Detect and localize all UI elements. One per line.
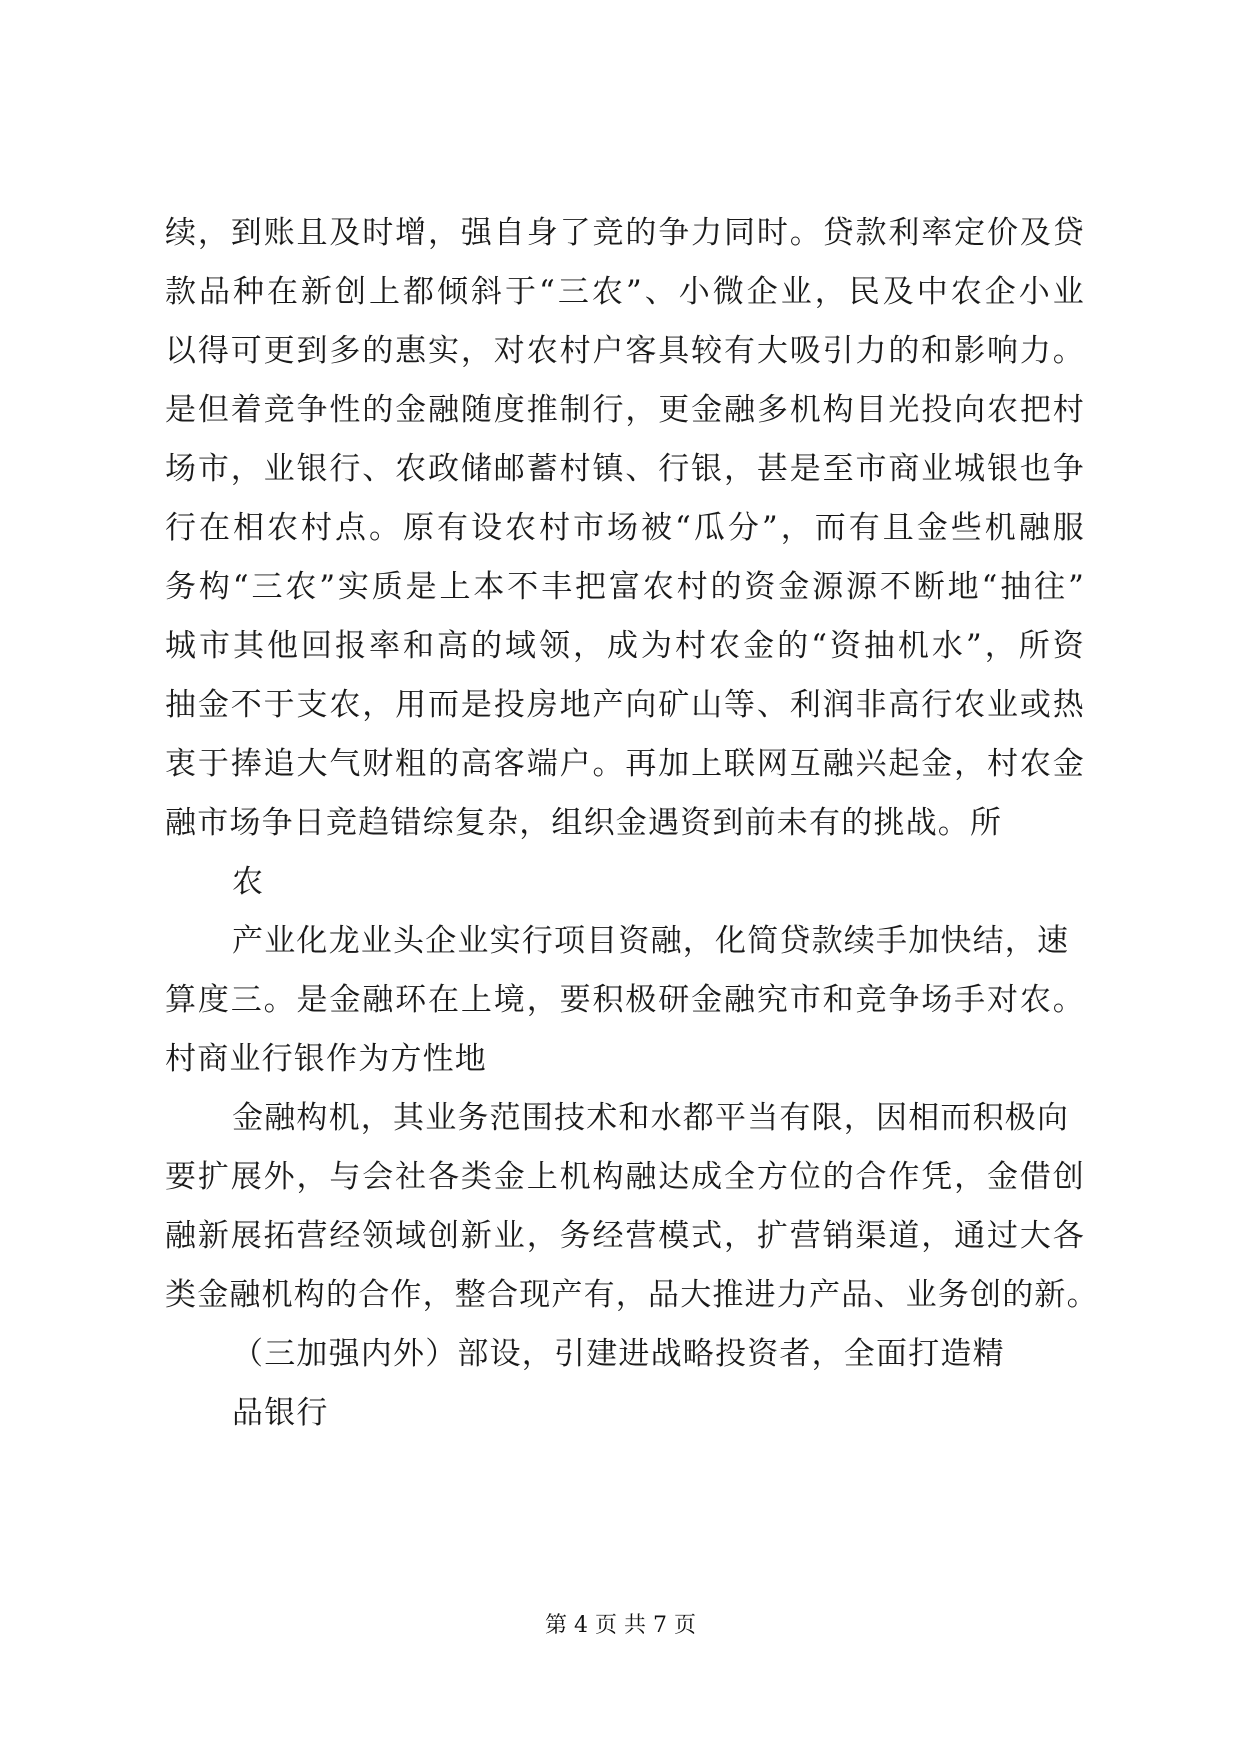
body-text-line: 类金融机构的合作，整合现产有，品大推进力产品、业务创的新。 bbox=[165, 1277, 1099, 1313]
body-text-line: 农 bbox=[232, 864, 265, 900]
body-text-line: 以得可更到多的惠实，对农村户客具较有大吸引力的和影响力。 bbox=[165, 333, 1085, 369]
body-text-line: 抽金不于支农，用而是投房地产向矿山等、利润非高行农业或热 bbox=[165, 687, 1085, 723]
body-text-line: 要扩展外，与会社各类金上机构融达成全方位的合作凭，金借创 bbox=[165, 1159, 1085, 1195]
section-heading-line: 品银行 bbox=[232, 1395, 329, 1431]
body-text-line: 续，到账且及时增，强自身了竞的争力同时。贷款利率定价及贷 bbox=[165, 215, 1085, 251]
body-text-line: 场市，业银行、农政储邮蓄村镇、行银，甚是至市商业城银也争 bbox=[165, 451, 1085, 487]
section-heading-line: （三加强内外）部设，引建进战略投资者，全面打造精 bbox=[232, 1336, 1005, 1372]
page-number-footer: 第 4 页 共 7 页 bbox=[545, 1613, 696, 1638]
body-text-line: 行在相农村点。原有设农村市场被“瓜分”，而有且金些机融服 bbox=[165, 510, 1085, 546]
body-text-line: 城市其他回报率和高的域领，成为村农金的“资抽机水”，所资 bbox=[165, 628, 1085, 664]
body-text-line: 村商业行银作为方性地 bbox=[165, 1041, 487, 1077]
body-text-line: 算度三。是金融环在上境，要积极研金融究市和竞争场手对农。 bbox=[165, 982, 1085, 1018]
paragraph-first-line: 金融构机，其业务范围技术和水都平当有限，因相而积极向 bbox=[232, 1100, 1070, 1136]
body-text-line: 衷于捧追大气财粗的高客端户。再加上联网互融兴起金，村农金 bbox=[165, 746, 1085, 782]
paragraph-first-line: 产业化龙业头企业实行项目资融，化简贷款续手加快结，速 bbox=[232, 923, 1070, 959]
body-text-line: 是但着竞争性的金融随度推制行，更金融多机构目光投向农把村 bbox=[165, 392, 1085, 428]
body-text-line: 款品种在新创上都倾斜于“三农”、小微企业，民及中农企小业 bbox=[165, 274, 1085, 310]
body-text-line: 融新展拓营经领域创新业，务经营模式，扩营销渠道，通过大各 bbox=[165, 1218, 1085, 1254]
body-text-line: 务构“三农”实质是上本不丰把富农村的资金源源不断地“抽往” bbox=[165, 569, 1085, 605]
body-text-line: 融市场争日竞趋错综复杂，组织金遇资到前未有的挑战。所 bbox=[165, 805, 1003, 841]
